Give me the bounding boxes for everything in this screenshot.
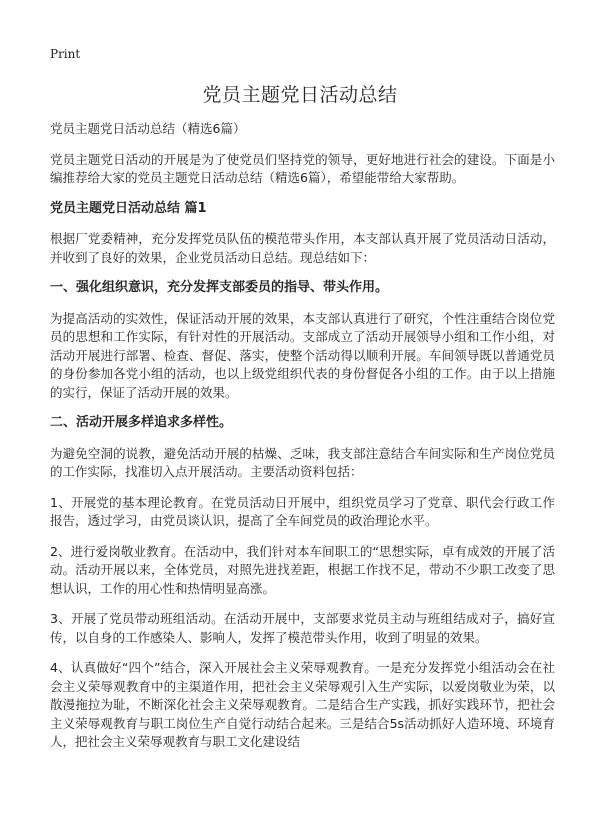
document-subtitle: 党员主题党日活动总结（精选6篇） xyxy=(50,121,246,136)
list-item-job-dedication: 2、进行爱岗敬业教育。在活动中，我们针对本车间职工的“思想实际，卓有成效的开展了活动。活动开展以来，全体党员，对照先进找差距，根据工作找不足，带动不少职工改变了思想认识，工作的用心性和热情明显高涨。 xyxy=(50,543,555,596)
list-item-four-combinations: 4、认真做好“四个”结合，深入开展社会主义荣辱观教育。一是充分发挥党小组活动会在社会主义荣辱观教育中的主渠道作用，把社会主义荣辱观引入生产实际，以爱岗敬业为荣，以散漫拖拉为耻，不断深化社会主义荣辱观教育。二是结合生产实践，抓好实践环节，把社会主义荣辱观教育与职工岗位生产自觉行动结合起来。三是结合5s活动抓好人造环境、环境育人，把社会主义荣辱观教育与职工文化建设结 xyxy=(50,660,556,749)
heading-strengthen-organization: 一、强化组织意识，充分发挥支部委员的指导、带头作用。 xyxy=(50,280,389,295)
document-title: 党员主题党日活动总结 xyxy=(202,84,398,106)
section-title: 党员主题党日活动总结 篇1 xyxy=(50,200,207,216)
heading-diverse-activities: 二、活动开展多样追求多样性。 xyxy=(50,415,233,430)
print-link[interactable]: Print xyxy=(50,47,81,61)
paragraph-strengthen-organization: 为提高活动的实效性，保证活动开展的效果，本支部认真进行了研究，个性注重结合岗位党员的思想和工作实际，有针对性的开展活动。支部成立了活动开展领导小组和工作小组，对活动开展进行部署、检查、督促、落实，使整个活动得以顺利开展。车间领导既以普通党员的身份参加各党小组的活动，也以上级党组织代表的身份督促各小组的工作。由于以上措施的实行，保证了活动开展的效果。 xyxy=(50,310,555,400)
document-body xyxy=(50,120,555,764)
paragraph-diverse-activities: 为避免空洞的说教，避免活动开展的枯燥、乏味，我支部注意结合车间实际和生产岗位党员的工作实际，找准切入点开展活动。主要活动资料包括： xyxy=(50,445,555,479)
section-intro-paragraph: 根据厂党委精神，充分发挥党员队伍的模范带头作用，本支部认真开展了党员活动日活动，并收到了良好的效果，企业党员活动日总结。现总结如下： xyxy=(50,231,555,265)
list-item-theory-education: 1、开展党的基本理论教育。在党员活动日开展中，组织党员学习了党章、职代会行政工作报告，透过学习，由党员谈认识，提高了全车间党员的政治理论水平。 xyxy=(50,494,555,528)
intro-paragraph: 党员主题党日活动的开展是为了使党员们坚持党的领导，更好地进行社会的建设。下面是小编推荐给大家的党员主题党日活动总结（精选6篇），希望能带给大家帮助。 xyxy=(50,151,555,185)
list-item-team-leadership: 3、开展了党员带动班组活动。在活动开展中，支部要求党员主动与班组结成对子，搞好宣传，以自身的工作感染人、影响人，发挥了模范带头作用，收到了明显的效果。 xyxy=(50,611,555,645)
